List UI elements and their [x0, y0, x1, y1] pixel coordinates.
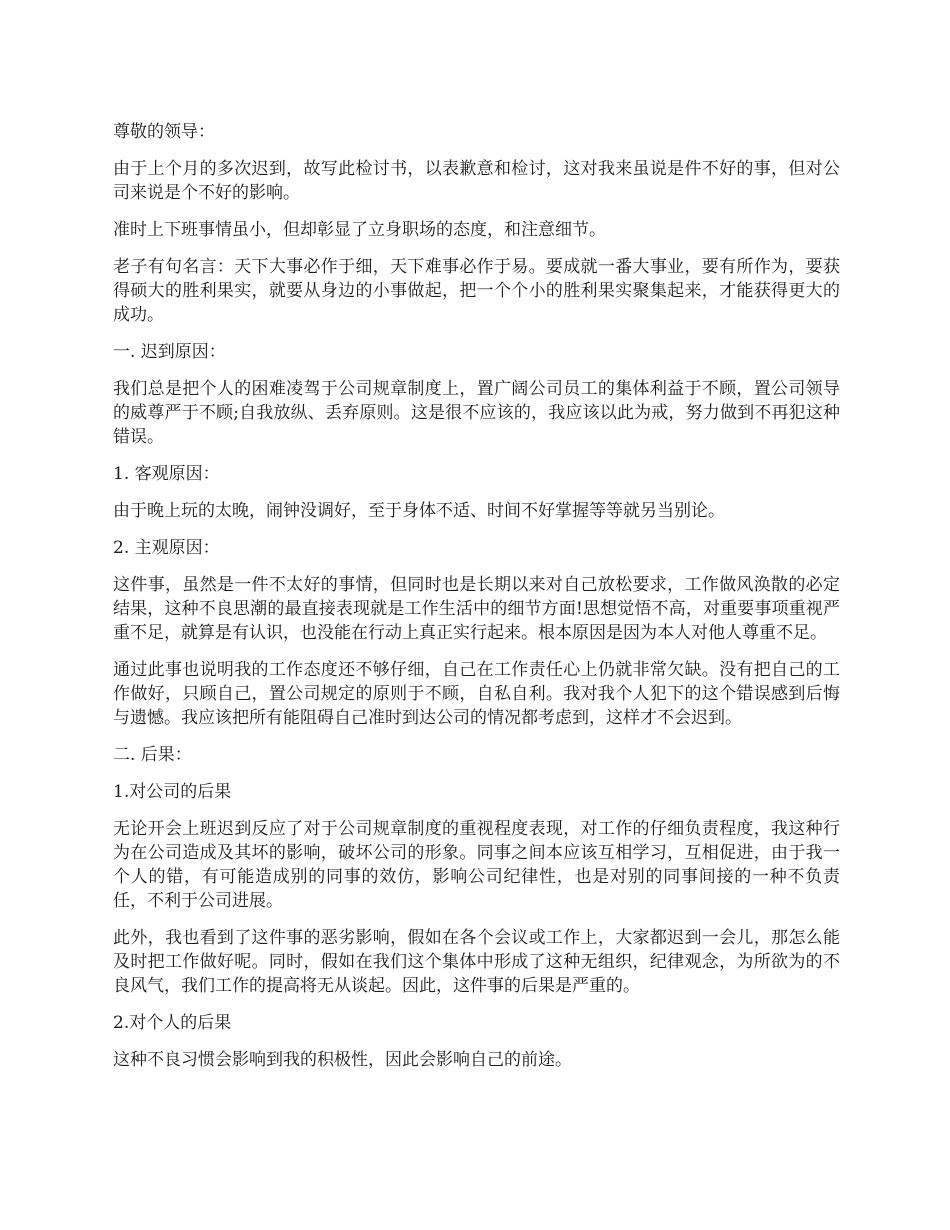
section-heading: 一. 迟到原因：: [113, 342, 226, 362]
paragraph: 通过此事也说明我的工作态度还不够仔细，自己在工作责任心上仍就非常欠缺。没有把自己的工作做好，只顾自己，置公司规定的原则于不顾，自私自利。我对我个人犯下的这个错误感到后悔与遗憾。我应该把所有能阻碍自己准时到达公司的情况都考虑到，这样才不会迟到。: [113, 660, 840, 728]
paragraph: 老子有句名言：天下大事必作于细，天下难事必作于易。要成就一番大事业，要有所作为，要获得硕大的胜利果实，就要从身边的小事做起，把一个个小的胜利果实聚集起来，才能获得更大的成功。: [113, 257, 840, 325]
subsection-heading: 1. 客观原因：: [113, 464, 220, 484]
paragraph: 无论开会上班迟到反应了对于公司规章制度的重视程度表现，对工作的仔细负责程度，我这种行为在公司造成及其坏的影响，破坏公司的形象。同事之间本应该互相学习，互相促进，由于我一个人的错，有可能造成别的同事的效仿，影响公司纪律性，也是对别的同事间接的一种不负责任，不利于公司进展。: [113, 819, 840, 911]
document-body: [113, 120, 840, 1085]
paragraph: 这种不良习惯会影响到我的积极性，因此会影响自己的前途。: [113, 1050, 572, 1070]
paragraph: 我们总是把个人的困难凌驾于公司规章制度上，置广阔公司员工的集体利益于不顾，置公司领导的威尊严于不顾;自我放纵、丢弃原则。这是很不应该的，我应该以此为戒，努力做到不再犯这种错误。: [113, 379, 840, 447]
paragraph: 由于上个月的多次迟到，故写此检讨书，以表歉意和检讨，这对我来虽说是件不好的事，但对公司来说是个不好的影响。: [113, 159, 840, 203]
salutation: 尊敬的领导：: [113, 122, 215, 142]
subsection-heading: 1.对公司的后果: [113, 782, 232, 802]
subsection-heading: 2.对个人的后果: [113, 1013, 232, 1033]
subsection-heading: 2. 主观原因：: [113, 538, 220, 558]
section-heading: 二. 后果：: [113, 745, 192, 765]
paragraph: 准时上下班事情虽小，但却彰显了立身职场的态度，和注意细节。: [113, 220, 606, 240]
paragraph: 此外，我也看到了这件事的恶劣影响，假如在各个会议或工作上，大家都迟到一会儿，那怎么能及时把工作做好呢。同时，假如在我们这个集体中形成了这种无组织，纪律观念，为所欲为的不良风气，我们工作的提高将无从谈起。因此，这件事的后果是严重的。: [113, 928, 840, 996]
paragraph: 由于晚上玩的太晚，闹钟没调好，至于身体不适、时间不好掌握等等就另当别论。: [113, 501, 725, 521]
paragraph: 这件事，虽然是一件不太好的事情，但同时也是长期以来对自己放松要求，工作做风涣散的必定结果，这种不良思潮的最直接表现就是工作生活中的细节方面!思想觉悟不高，对重要事项重视严重不足，就算是有认识，也没能在行动上真正实行起来。根本原因是因为本人对他人尊重不足。: [113, 575, 840, 643]
